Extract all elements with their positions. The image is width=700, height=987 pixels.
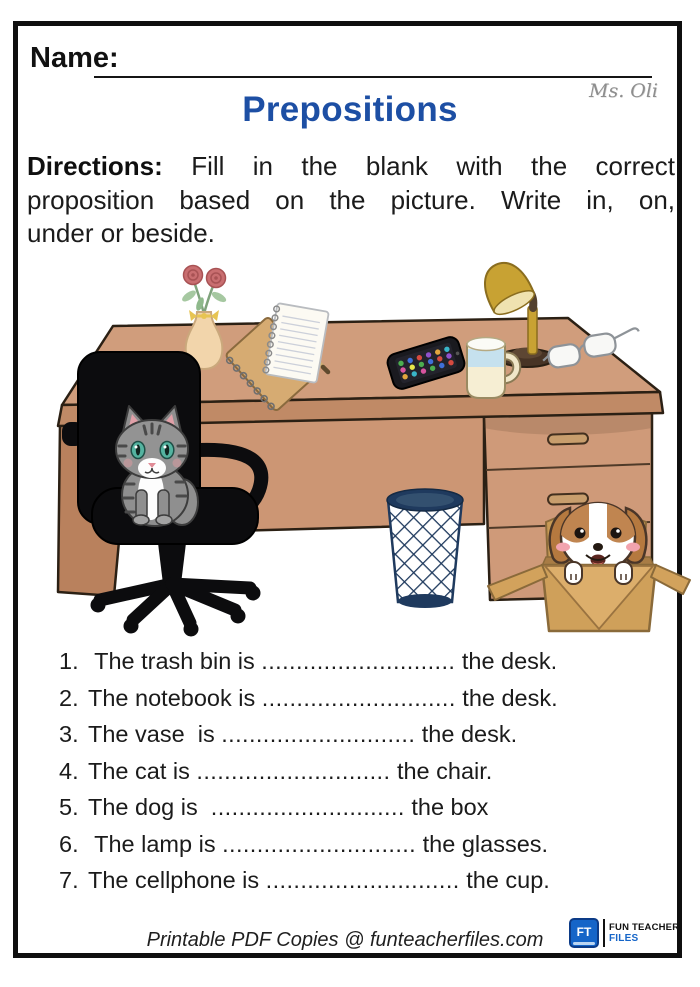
logo-text — [609, 922, 679, 944]
question-row — [59, 650, 558, 674]
question-text-after: the desk. — [455, 684, 558, 711]
answer-blank[interactable]: ............................ — [196, 757, 391, 784]
question-text-before: The vase is — [88, 721, 222, 747]
question-text-before: The trash bin is — [88, 648, 262, 674]
answer-blank[interactable]: ............................ — [261, 648, 456, 674]
questions-list — [59, 650, 558, 906]
logo-line-2: FILES — [609, 933, 639, 944]
question-text-after: the cup. — [459, 867, 550, 893]
question-row — [59, 869, 558, 893]
question-number: 1. — [59, 648, 79, 674]
logo-divider — [603, 919, 605, 947]
answer-blank[interactable]: ............................ — [261, 684, 456, 711]
directions-line-3: under or beside. — [27, 218, 215, 248]
question-number: 6. — [59, 830, 79, 857]
trash-bin — [387, 489, 463, 608]
question-number: 5. — [59, 794, 79, 820]
question-text-after: the desk. — [455, 648, 558, 674]
directions-text-1: Fill in the blank with the correct — [191, 151, 675, 181]
teacher-signature: Ms. Oli — [588, 80, 658, 102]
worksheet-title: Prepositions — [242, 90, 458, 129]
directions-line-2: proposition based on the picture. Write in, on, — [27, 184, 675, 215]
answer-blank[interactable]: ............................ — [221, 721, 416, 747]
question-text-after: the desk. — [415, 721, 518, 747]
question-number: 7. — [59, 867, 79, 893]
question-row — [59, 757, 558, 784]
question-text-after: the box — [404, 794, 489, 820]
rose-flower — [184, 266, 226, 288]
directions-label: Directions: — [27, 151, 163, 181]
question-number: 4. — [59, 757, 79, 784]
question-row — [59, 723, 558, 747]
fun-teacher-files-logo — [569, 918, 679, 948]
ft-book-icon — [569, 918, 599, 948]
directions-line-1 — [27, 150, 675, 184]
question-row — [59, 830, 558, 857]
desk-scene-illustration — [0, 250, 700, 650]
question-text-before: The dog is — [88, 794, 211, 820]
answer-blank[interactable]: ............................ — [265, 867, 460, 893]
question-text-before: The notebook is — [88, 684, 262, 711]
directions-block — [27, 150, 675, 251]
answer-blank[interactable]: ............................ — [210, 794, 405, 820]
footer-credit[interactable]: Printable PDF Copies @ funteacherfiles.com — [146, 929, 544, 951]
question-text-before: The lamp is — [88, 830, 223, 857]
question-text-after: the chair. — [390, 757, 493, 784]
question-text-before: The cat is — [88, 757, 197, 784]
question-text-before: The cellphone is — [88, 867, 266, 893]
question-text-after: the glasses. — [416, 830, 549, 857]
ft-monogram: FT — [576, 925, 592, 939]
question-number: 3. — [59, 721, 79, 747]
logo-line-1: FUN TEACHER — [609, 922, 680, 933]
question-row — [59, 684, 558, 711]
name-label: Name: — [30, 42, 119, 74]
question-number: 2. — [59, 684, 79, 711]
answer-blank[interactable]: ............................ — [222, 830, 417, 857]
name-blank-line[interactable] — [94, 76, 652, 78]
question-row — [59, 796, 558, 820]
